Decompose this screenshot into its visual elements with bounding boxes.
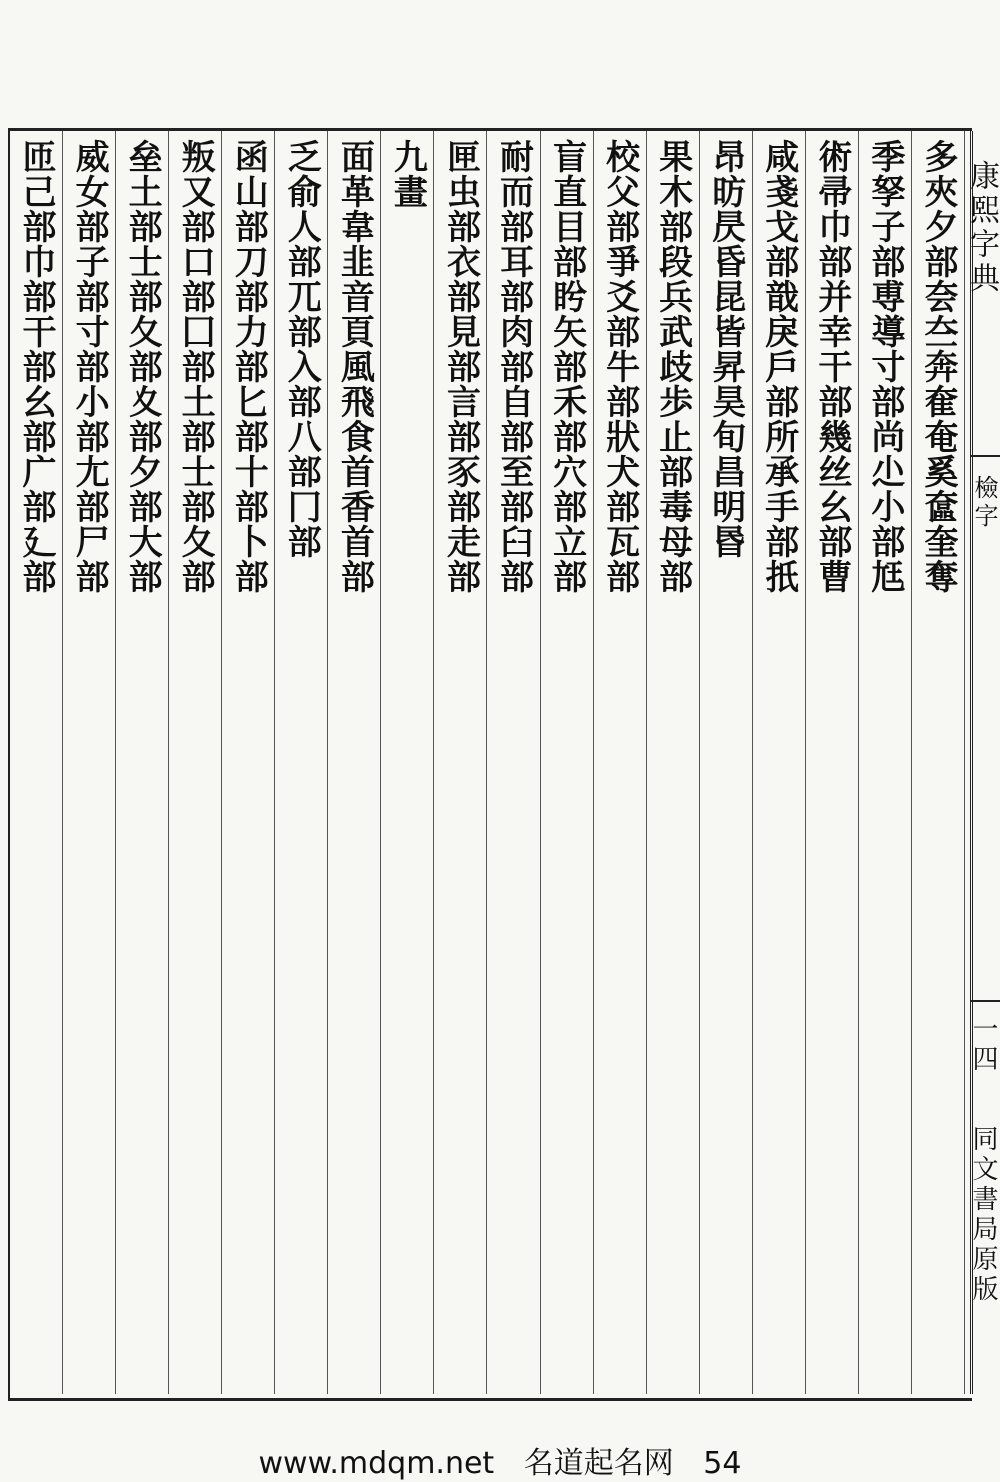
index-column bbox=[753, 131, 806, 1394]
index-column bbox=[859, 131, 912, 1394]
divider bbox=[970, 455, 1000, 457]
column-text: 多夾夕部夽夳奔奞奄奚奩奎奪 bbox=[917, 139, 958, 594]
column-text: 匣虫部衣部見部言部豕部走部 bbox=[440, 139, 481, 594]
column-text: 季孥子部尃導寸部尚尐小部尪 bbox=[864, 139, 905, 594]
column-text: 威女部子部寸部小部尢部尸部 bbox=[69, 139, 110, 594]
publisher-label: 同文書局原版 bbox=[968, 1125, 998, 1305]
column-text: 九畫 bbox=[387, 139, 428, 209]
index-column bbox=[169, 131, 222, 1394]
column-text: 盲直目部盻矢部禾部穴部立部 bbox=[546, 139, 587, 594]
book-title: 康熙字典 bbox=[964, 160, 999, 296]
column-text: 術帚巾部并幸干部幾丝幺部曹 bbox=[811, 139, 852, 594]
index-column bbox=[328, 131, 381, 1394]
column-text: 校父部爭爻部牛部狀犬部瓦部 bbox=[599, 139, 640, 594]
index-column bbox=[10, 131, 63, 1394]
index-column bbox=[275, 131, 328, 1394]
column-text: 面革韋韭音頁風飛食首香首部 bbox=[334, 139, 375, 594]
index-column bbox=[434, 131, 487, 1394]
divider bbox=[970, 1000, 1000, 1002]
index-column bbox=[116, 131, 169, 1394]
column-text: 耐而部耳部肉部自部至部臼部 bbox=[493, 139, 534, 594]
column-text: 垒土部士部夂部夊部夕部大部 bbox=[122, 139, 163, 594]
page-number: 一四 bbox=[968, 1015, 998, 1075]
index-column bbox=[806, 131, 859, 1394]
index-column bbox=[541, 131, 594, 1394]
index-column bbox=[222, 131, 275, 1394]
index-column bbox=[63, 131, 116, 1394]
column-text: 果木部段兵武歧歩止部毒母部 bbox=[652, 139, 693, 594]
section-label: 檢字 bbox=[970, 475, 998, 531]
index-column bbox=[647, 131, 700, 1394]
column-text: 乏俞人部兀部入部八部冂部 bbox=[281, 139, 322, 559]
index-column bbox=[700, 131, 753, 1394]
index-column bbox=[594, 131, 647, 1394]
column-text: 咸戔戈部戠戾戶部所承手部扺 bbox=[758, 139, 799, 594]
site-url: www.mdqm.net bbox=[258, 1446, 495, 1481]
index-column bbox=[488, 131, 541, 1394]
index-column bbox=[912, 131, 965, 1394]
column-text: 匝己部巾部干部幺部广部廴部 bbox=[16, 139, 57, 594]
site-name: 名道起名网 bbox=[523, 1446, 674, 1481]
column-text: 函山部刀部力部匕部十部卜部 bbox=[228, 139, 269, 594]
footer-page: 54 bbox=[703, 1446, 742, 1481]
index-column bbox=[381, 131, 434, 1394]
column-text: 昂昉昃昏昆皆昇昊旬昌明昬 bbox=[705, 139, 746, 559]
column-text: 叛又部口部囗部土部士部夂部 bbox=[175, 139, 216, 594]
footer bbox=[0, 1438, 1000, 1482]
